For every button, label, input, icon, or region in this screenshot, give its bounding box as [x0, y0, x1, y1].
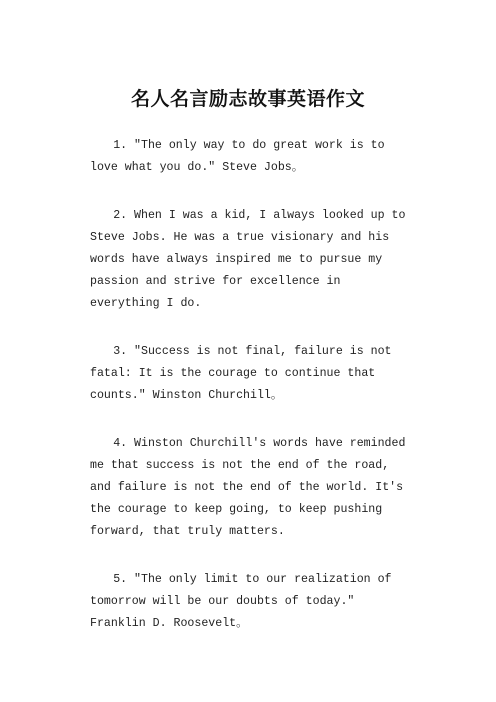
page-title: 名人名言励志故事英语作文	[130, 88, 365, 110]
paragraph-1: 1. "The only way to do great work is to love what you do." Steve Jobs。	[90, 139, 385, 174]
paragraph-4: 4. Winston Churchill's words have reminded me that success is not the end of the road, and failure is not the end of the world. It's the courage to keep going, to keep pushing forward, that truly matters.	[90, 437, 406, 538]
paragraph-2: 2. When I was a kid, I always looked up to Steve Jobs. He was a true visionary and his words have always inspired me to pursue my passion and strive for excellence in everything I do.	[90, 209, 406, 310]
paragraph-3: 3. "Success is not final, failure is not fatal: It is the courage to continue that counts." Winston Churchill。	[90, 345, 392, 402]
document-body	[90, 135, 416, 661]
paragraph-5: 5. "The only limit to our realization of tomorrow will be our doubts of today." Franklin D. Roosevelt。	[90, 573, 392, 630]
